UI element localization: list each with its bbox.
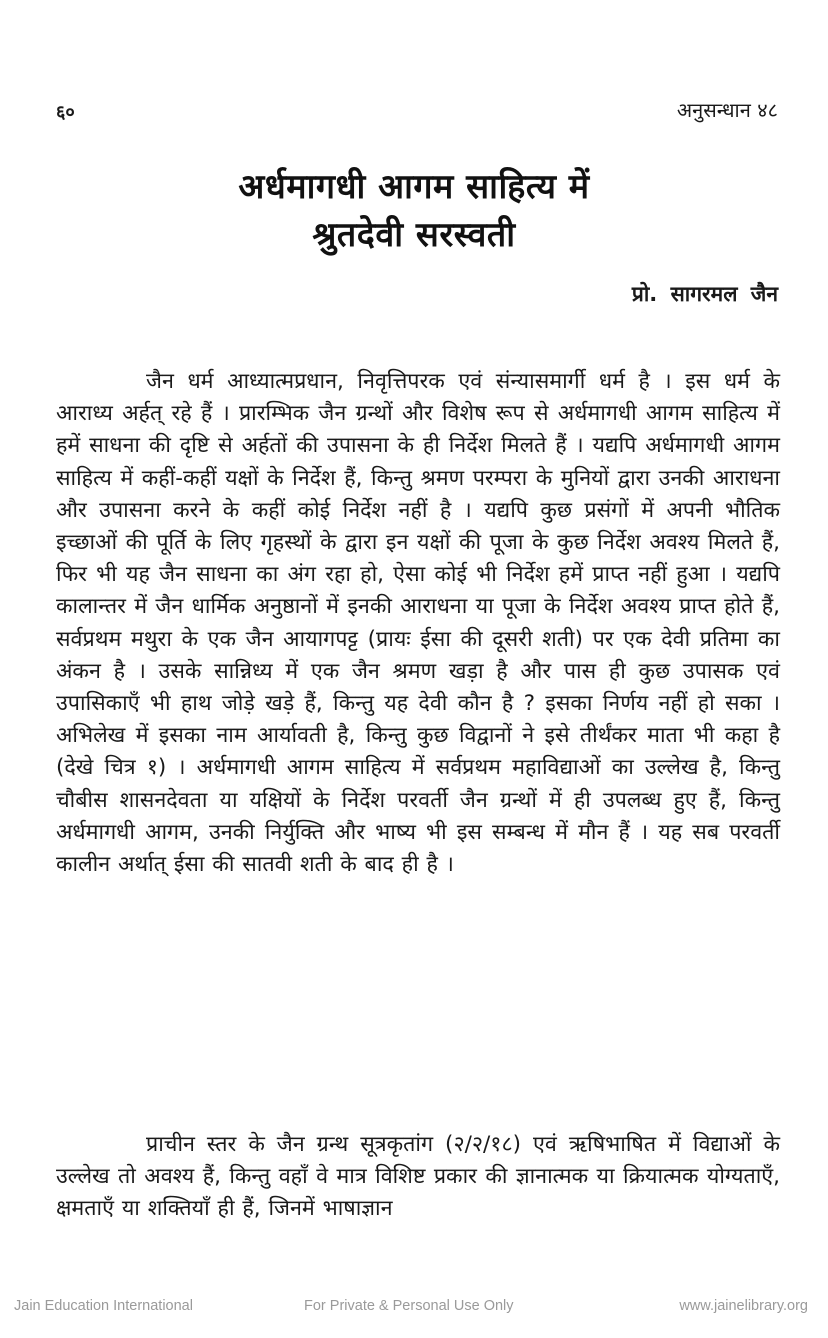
body-paragraph: प्राचीन स्तर के जैन ग्रन्थ सूत्रकृतांग (२/२/१८) एवं ऋषिभाषित में विद्याओं के उल्लेख तो अवश्य हैं, किन्तु वहाँ वे मात्र विशिष्ट प्रकार की ज्ञानात्मक या क्रियात्मक योग्यताएँ, क्षमताएँ या शक्तियाँ ही हैं, जिनमें भाषाज्ञान	[56, 1132, 780, 1222]
body-paragraph: जैन धर्म आध्यात्मप्रधान, निवृत्तिपरक एवं संन्यासमार्गी धर्म है । इस धर्म के आराध्य अर्हत् रहे हैं । प्रारम्भिक जैन ग्रन्थों और विशेष रूप से अर्धमागधी आगम साहित्य में हमें साधना की दृष्टि से अर्हतों की उपासना के ही निर्देश मिलते हैं । यद्यपि अर्धमागधी आगम साहित्य में कहीं-कहीं यक्षों के निर्देश हैं, किन्तु श्रमण परम्परा के मुनियों द्वारा उनकी आराधना और उपासना करने के कहीं कोई निर्देश नहीं है । यद्यपि कुछ प्रसंगों में अपनी भौतिक इच्छाओं की पूर्ति के लिए गृहस्थों के द्वारा इन यक्षों की पूजा के कुछ निर्देश अवश्य मिलते हैं, फिर भी यह जैन साधना का अंग रहा हो, ऐसा कोई भी निर्देश हमें प्राप्त नहीं हुआ । यद्यपि कालान्तर में जैन धार्मिक अनुष्ठानों में इनकी आराधना या पूजा के निर्देश अवश्य प्राप्त होते हैं, सर्वप्रथम मथुरा के एक जैन आयागपट्ट (प्रायः ईसा की दूसरी शती) पर एक देवी प्रतिमा का अंकन है । उसके सान्निध्य में एक जैन श्रमण खड़ा है और पास ही कुछ उपासक एवं उपासिकाएँ भी हाथ जोड़े खड़े हैं, किन्तु यह देवी कौन है ? इसका निर्णय नहीं हो सका । अभिलेख में इसका नाम आर्यावती है, किन्तु कुछ विद्वानों ने इसे तीर्थंकर माता भी कहा है (देखे चित्र १) । अर्धमागधी आगम साहित्य में सर्वप्रथम महाविद्याओं का उल्लेख है, किन्तु चौबीस शासनदेवता या यक्षियों के निर्देश परवर्ती जैन ग्रन्थों में ही उपलब्ध हुए हैं, किन्तु अर्धमागधी आगम, उनकी निर्युक्ति और भाष्य भी इस सम्बन्ध में मौन हैं । यह सब परवर्ती कालीन अर्थात् ईसा की सातवी शती के बाद ही है ।	[56, 369, 780, 878]
footer-website-link[interactable]: www.jainelibrary.org	[679, 1298, 808, 1314]
footer-usage-notice: For Private & Personal Use Only	[304, 1298, 514, 1314]
body-paragraph-2-block	[56, 1129, 780, 1226]
article-title-line-2: श्रुतदेवी सरस्वती	[312, 215, 516, 255]
running-head: अनुसन्धान ४८	[676, 98, 778, 122]
footer-publisher: Jain Education International	[14, 1298, 193, 1314]
page-number: ६०	[56, 102, 75, 123]
author-byline: प्रो. सागरमल जैन	[631, 282, 778, 306]
article-title-line-1: अर्धमागधी आगम साहित्य में	[238, 167, 590, 207]
body-paragraph-1-block	[56, 366, 780, 881]
